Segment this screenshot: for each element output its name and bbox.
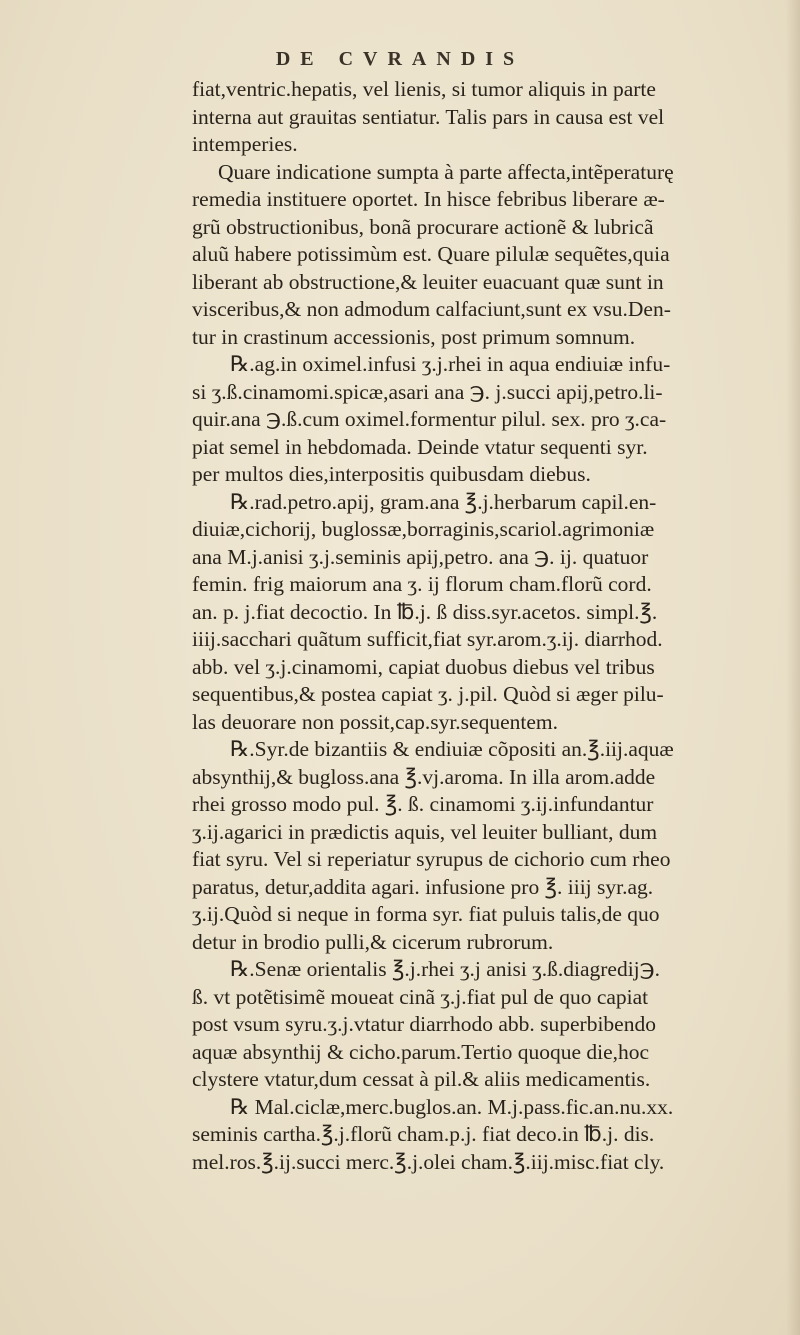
- text-line: aquæ absynthij & cicho.parum.Tertio quoque die,hoc: [192, 1039, 650, 1064]
- text-line: femin. frig maiorum ana ʒ. ij florum cham.florũ cord.: [192, 572, 652, 596]
- text-line: absynthij,& bugloss.ana ℥.vj.aroma. In illa arom.adde: [192, 764, 656, 789]
- text-line: ana M.j.anisi ʒ.j.seminis apij,petro. ana ℈. ij. quatuor: [192, 544, 649, 569]
- text-line: quir.ana ℈.ß.cum oximel.formentur pilul. sex. pro ʒ.ca-: [192, 407, 667, 431]
- text-line: ℞.Senæ orientalis ℥.j.rhei ʒ.j anisi ʒ.ß.diagredij℈.: [230, 957, 661, 981]
- text-line: liberant ab obstructione,& leuiter euacuant quæ sunt in: [192, 269, 664, 294]
- text-line: ʒ.ij.Quòd si neque in forma syr. fiat puluis talis,de quo: [192, 902, 660, 926]
- text-line: seminis cartha.℥.j.florũ cham.p.j. fiat deco.in ℔.j. dis.: [192, 1122, 655, 1146]
- body-text: [192, 76, 786, 1176]
- text-line: abb. vel ʒ.j.cinamomi, capiat duobus diebus vel tribus: [192, 654, 655, 679]
- text-line: detur in brodio pulli,& cicerum rubrorum.: [192, 929, 554, 954]
- text-line: clystere vtatur,dum cessat à pil.& aliis medicamentis.: [192, 1067, 651, 1091]
- text-line: grũ obstructionibus, bonã procurare actionẽ & lubricã: [192, 214, 654, 239]
- text-line: ʒ.ij.agarici in prædictis aquis, vel leuiter bulliant, dum: [192, 819, 658, 844]
- text-line: tur in crastinum accessionis, post primum somnum.: [192, 324, 636, 349]
- text-line: ß. vt potẽtisimẽ moueat cinã ʒ.j.fiat pul de quo capiat: [192, 984, 649, 1009]
- text-line: paratus, detur,addita agari. infusione pro ℥. iiij syr.ag.: [192, 874, 654, 899]
- text-line: ℞ Mal.ciclæ,merc.buglos.an. M.j.pass.fic.an.nu.xx.: [230, 1094, 674, 1119]
- text-line: sequentibus,& postea capiat ʒ. j.pil. Quòd si æger pilu-: [192, 682, 664, 706]
- text-line: piat semel in hebdomada. Deinde vtatur sequenti syr.: [192, 434, 648, 459]
- text-line: post vsum syru.ʒ.j.vtatur diarrhodo abb. superbibendo: [192, 1012, 656, 1036]
- text-line: Quare indicatione sumpta à parte affecta,intẽperaturę: [218, 159, 674, 184]
- text-line: fiat syru. Vel si reperiatur syrupus de cichorio cum rheo: [192, 847, 671, 871]
- text-line: visceribus,& non admodum calfaciunt,sunt ex vsu.Den-: [192, 297, 671, 321]
- text-line: iiij.sacchari quãtum sufficit,fiat syr.arom.ʒ.ij. diarrhod.: [192, 627, 663, 651]
- text-line: las deuorare non possit,cap.syr.sequentem.: [192, 709, 559, 734]
- text-line: si ʒ.ß.cinamomi.spicæ,asari ana ℈. j.succi apij,petro.li-: [192, 379, 663, 404]
- text-line: per multos dies,interpositis quibusdam diebus.: [192, 462, 591, 486]
- page-edge-shadow: [786, 0, 800, 1335]
- text-line: mel.ros.℥.ij.succi merc.℥.j.olei cham.℥.iij.misc.fiat cly.: [192, 1149, 665, 1174]
- text-line: aluũ habere potissimùm est. Quare pilulæ sequẽtes,quia: [192, 242, 670, 266]
- text-line: an. p. j.fiat decoctio. In ℔.j. ß diss.syr.acetos. simpl.℥.: [192, 599, 658, 624]
- running-head: DE CVRANDIS: [275, 48, 525, 70]
- text-line: fiat,ventric.hepatis, vel lienis, si tumor aliquis in parte: [192, 77, 656, 101]
- text-line: interna aut grauitas sentiatur. Talis pars in causa est vel: [192, 104, 665, 129]
- text-line: ℞.rad.petro.apij, gram.ana ℥.j.herbarum capil.en-: [230, 489, 657, 514]
- text-line: ℞.ag.in oximel.infusi ʒ.j.rhei in aqua endiuiæ infu-: [230, 352, 671, 376]
- text-line: rhei grosso modo pul. ℥. ß. cinamomi ʒ.ij.infundantur: [192, 792, 654, 816]
- text-line: intemperies.: [192, 132, 298, 156]
- text-line: ℞.Syr.de bizantiis & endiuiæ cõpositi an.℥.iij.aquæ: [230, 737, 674, 761]
- text-line: diuiæ,cichorij, buglossæ,borraginis,scariol.agrimoniæ: [192, 517, 655, 541]
- text-line: remedia instituere oportet. In hisce febribus liberare æ-: [192, 187, 665, 211]
